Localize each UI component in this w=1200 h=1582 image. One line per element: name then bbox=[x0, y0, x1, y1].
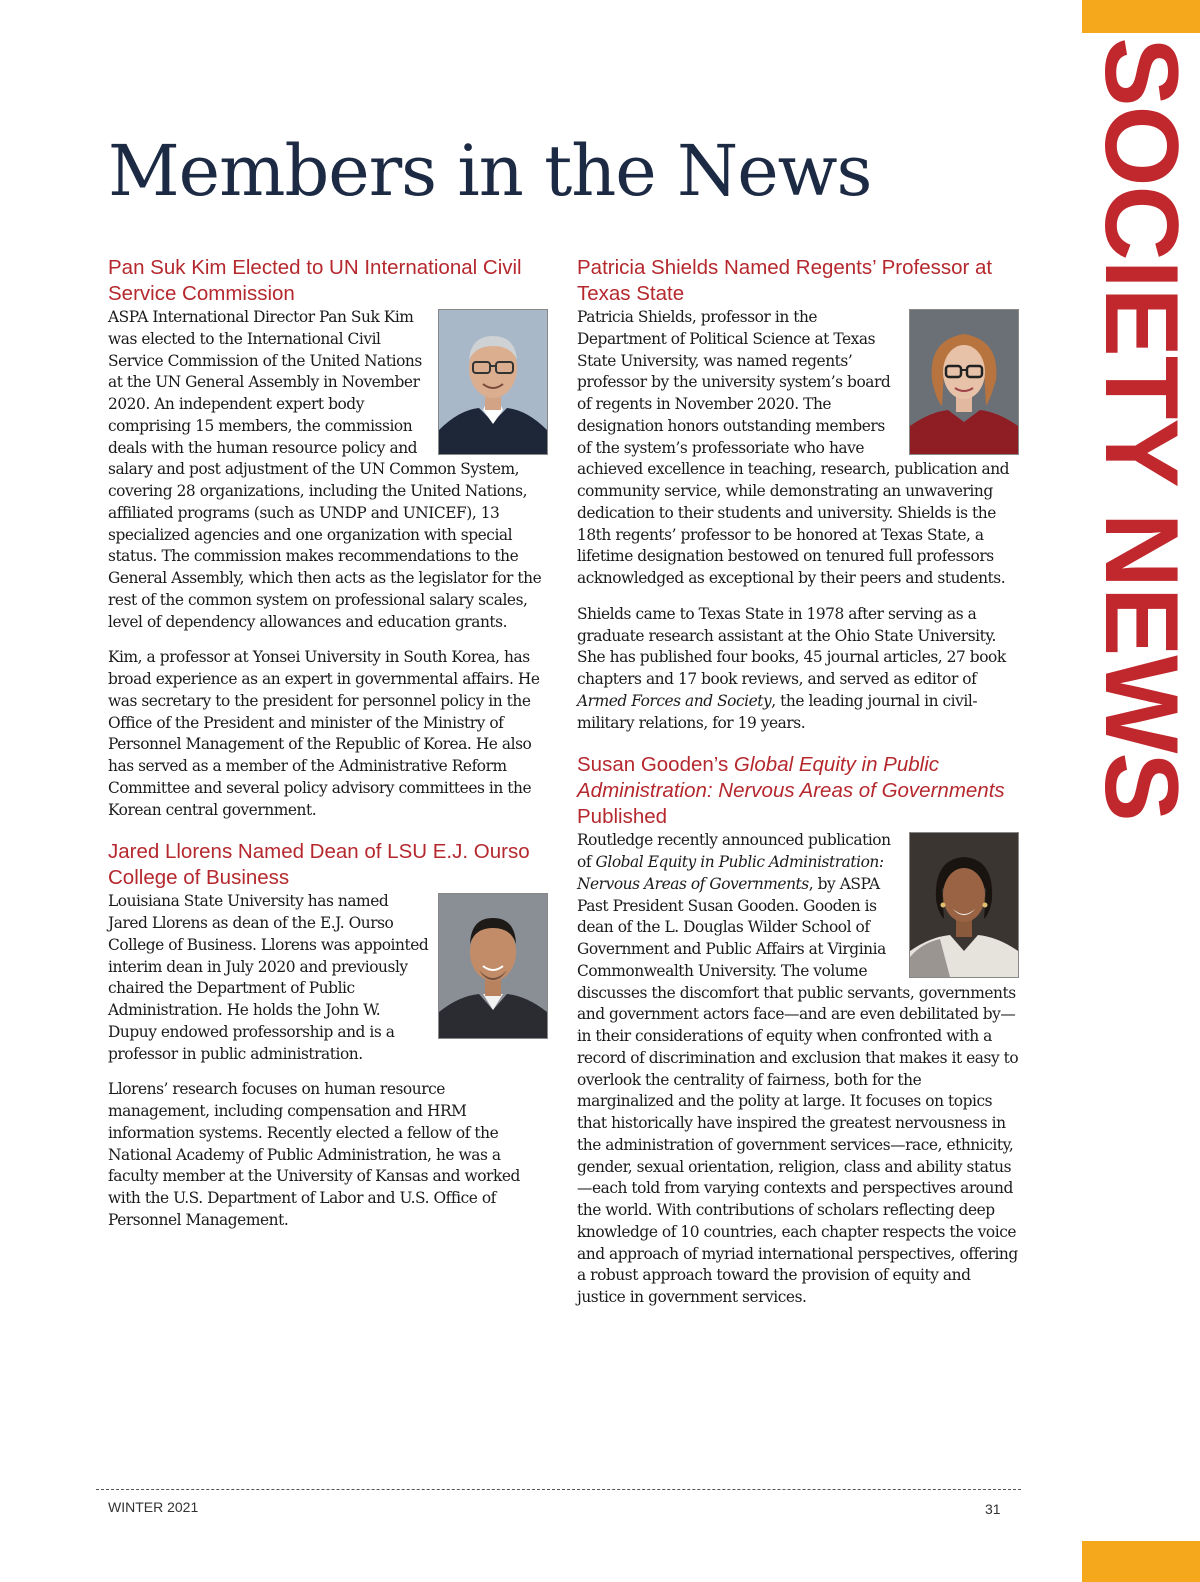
article-paragraph: Llorens’ research focuses on human resource management, including compensation and HRM information systems. Recently elected a fellow of the National Academy of Public Administration, he was a faculty member at the University of Kansas and worked with the U.S. Department of Labor and U.S. Office of Personnel Management. bbox=[108, 1080, 520, 1229]
right-column bbox=[577, 255, 1019, 1327]
article-heading: Pan Suk Kim Elected to UN International Civil Service Commission bbox=[108, 256, 522, 305]
article-paragraph bbox=[577, 604, 1019, 735]
portrait-photo-jared-llorens bbox=[438, 893, 548, 1039]
book-title: Global Equity in Public Administration: Nervous Areas of Governments bbox=[577, 753, 1005, 803]
portrait-illustration bbox=[910, 310, 1018, 454]
text-run: , the leading journal in civil-military relations, for 19 years. bbox=[577, 691, 978, 732]
left-column bbox=[108, 255, 548, 1250]
book-title: Global Equity in Public Administration: Nervous Areas of Governments bbox=[577, 853, 884, 893]
text-run: Shields came to Texas State in 1978 after serving as a graduate research assistant at the Ohio State University. She has published four books, 45 journal articles, 27 book chapters and 17 book reviews, and served as editor of bbox=[577, 604, 1006, 688]
portrait-illustration bbox=[439, 894, 547, 1038]
heading-run: Susan Gooden’s bbox=[577, 753, 734, 777]
article-pan-suk-kim bbox=[108, 255, 548, 821]
article-heading bbox=[577, 752, 1019, 830]
article-paragraph: Louisiana State University has named Jared Llorens as dean of the E.J. Ourso College of Business. Llorens was appointed interim dean in July 2020 and previously chaired the Department of Public Administration. He holds the John W. Dupuy endowed professorship and is a professor in public administration. bbox=[108, 892, 429, 1063]
portrait-photo-pan-suk-kim bbox=[438, 309, 548, 455]
article-jared-llorens bbox=[108, 839, 548, 1231]
article-susan-gooden bbox=[577, 752, 1019, 1309]
article-paragraph: Patricia Shields, professor in the Department of Political Science at Texas State University, was named regents’ professor by the university system’s board of regents in November 2020. The designation honors outstanding members of the system’s professoriate who have achieved excellence in teaching, research, publication and community service, while demonstrating an unwavering dedication to their students and university. Shields is the 18th regents’ professor to be honored at Texas State, a lifetime designation bestowed on tenured full professors acknowledged as exceptional by their peers and students. bbox=[577, 308, 1010, 587]
article-heading: Patricia Shields Named Regents’ Professor at Texas State bbox=[577, 256, 993, 305]
section-side-label-text: SOCIETY NEWS bbox=[1083, 37, 1200, 821]
text-run: Routledge recently announced publication of bbox=[577, 831, 891, 871]
article-paragraph: Kim, a professor at Yonsei University in South Korea, has broad experience as an expert in governmental affairs. He was secretary to the president for personnel policy in the Office of the President and minister of the Ministry of Personnel Management of the Republic of Korea. He also has served as a member of the Administrative Reform Committee and several policy advisory committees in the Korean central government. bbox=[108, 648, 540, 819]
bottom-gold-bar bbox=[1082, 1541, 1200, 1582]
portrait-illustration bbox=[439, 310, 547, 454]
portrait-photo-patricia-shields bbox=[909, 309, 1019, 455]
journal-title: Armed Forces and Society bbox=[577, 691, 772, 710]
heading-run: Published bbox=[577, 805, 668, 829]
portrait-photo-susan-gooden bbox=[909, 832, 1019, 978]
portrait-illustration bbox=[910, 833, 1018, 977]
article-heading: Jared Llorens Named Dean of LSU E.J. Ourso College of Business bbox=[108, 840, 530, 890]
footer-page-number: 31 bbox=[985, 1501, 1001, 1517]
section-side-label bbox=[1080, 37, 1200, 821]
text-run: , by ASPA Past President Susan Gooden. Gooden is dean of the L. Douglas Wilder School of Government and Public Affairs at Virginia Commonwealth University. The volume discusses the discomfort that public servants, governments and government actors face—and are even debilitated by—in their considerations of equity when confronted with a record of discrimination and exclusion that makes it easy to overlook the centrality of fairness, both for the marginalized and the polity at large. It focuses on topics that historically have inspired the greatest nervousness in the administration of government services—race, ethnicity, gender, sexual orientation, religion, class and ability status—each told from varying contexts and perspectives around the world. With contributions of scholars reflecting deep knowledge of 10 countries, each chapter respects the voice and approach of myriad international perspectives, offering a robust approach toward the provision of equity and justice in government services. bbox=[577, 874, 1019, 1306]
page-title: Members in the News bbox=[108, 130, 872, 212]
top-gold-bar bbox=[1082, 0, 1200, 33]
footer-divider bbox=[96, 1489, 1021, 1490]
article-patricia-shields bbox=[577, 255, 1019, 734]
article-paragraph: ASPA International Director Pan Suk Kim was elected to the International Civil Service Commission of the United Nations at the UN General Assembly in November 2020. An independent expert body comprising 15 members, the commission deals with the human resource policy and salary and post adjustment of the UN Common System, covering 28 organizations, including the United Nations, affiliated programs (such as UNDP and UNICEF), 13 specialized agencies and one organization with special status. The commission makes recommendations to the General Assembly, which then acts as the legislator for the rest of the common system on professional salary scales, level of dependency allowances and education grants. bbox=[108, 308, 542, 631]
footer-issue: WINTER 2021 bbox=[108, 1499, 199, 1515]
